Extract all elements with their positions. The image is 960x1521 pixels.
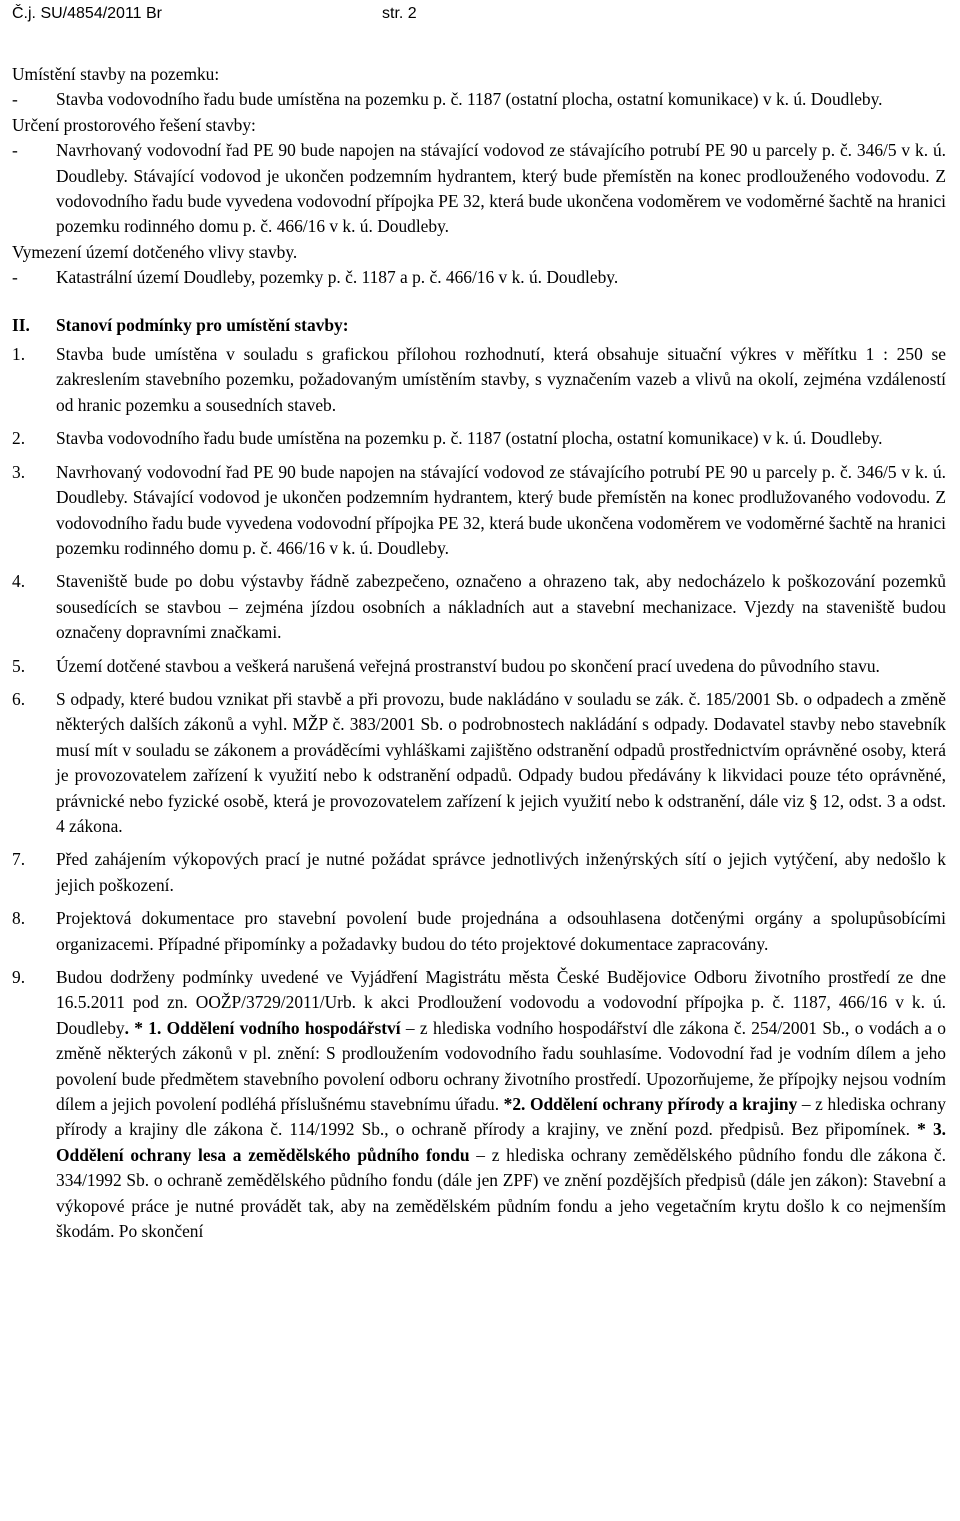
condition-number: 5.	[12, 655, 26, 676]
condition-item-8	[12, 906, 946, 957]
condition-number: 2.	[12, 428, 26, 449]
condition-text: Stavba bude umístěna v souladu s grafickou přílohou rozhodnutí, která obsahuje situační výkres v měřítku 1 : 250 se zakreslením stavebního pozemku, požadovaným umístěním stavby, s vyznačením vazeb a vlivů na okolí, zejména vzdáleností od hranic pozemku a sousedních staveb.	[56, 344, 946, 415]
condition-9-bold-3: * 3. Oddělení ochrany lesa a zemědělského půdního fondu	[56, 1119, 946, 1165]
condition-item-6	[12, 687, 946, 839]
condition-9-bold-2: *2. Oddělení ochrany přírody a krajiny	[503, 1094, 798, 1115]
condition-item-5	[12, 654, 946, 679]
document-body	[12, 62, 946, 1244]
condition-text: Projektová dokumentace pro stavební povolení bude projednána a odsouhlasena dotčenými orgány a spolupůsobícími organizacemi. Případné připomínky a požadavky budou do této projektové dokumentace zapracovány.	[56, 908, 946, 954]
area-heading: Vymezení území dotčeného vlivy stavby.	[12, 241, 298, 262]
condition-number: 3.	[12, 461, 26, 482]
list-item	[12, 265, 946, 290]
condition-9-part-2: – z hlediska vodního hospodářství dle zákona č. 254/2001 Sb., o vodách a o změně některých zákonů v pl. znění: S prodloužením vodovodního řadu souhlasíme. Vodovodní řad je vodním dílem a jeho povolení bude předmětem stavebního povolení odboru ochrany životního prostředí. Upozorňujeme, že přípojky nejsou vodním dílem a jejich povolení podléhá příslušnému stavebnímu úřadu.	[56, 1017, 947, 1115]
section-number: II.	[12, 314, 30, 335]
section-title: Stanoví podmínky pro umístění stavby:	[56, 314, 349, 335]
dash-marker: -	[12, 140, 18, 161]
condition-9-bold-1: . * 1. Oddělení vodního hospodářství	[124, 1017, 401, 1038]
list-item	[12, 138, 946, 240]
condition-number: 4.	[12, 571, 26, 592]
list-item	[12, 87, 946, 112]
condition-item-9	[12, 965, 946, 1244]
condition-number: 7.	[12, 849, 26, 870]
page-number: str. 2	[382, 5, 417, 22]
placement-text: Stavba vodovodního řadu bude umístěna na pozemku p. č. 1187 (ostatní plocha, ostatní komunikace) v k. ú. Doudleby.	[56, 89, 883, 110]
section-heading	[12, 313, 946, 338]
condition-number: 1.	[12, 344, 26, 365]
condition-text: Před zahájením výkopových prací je nutné požádat správce jednotlivých inženýrských sítí o jejich vytýčení, aby nedošlo k jejich poškození.	[56, 849, 946, 895]
condition-9-part-4: – z hlediska ochrany zemědělského půdního fondu dle zákona č. 334/1992 Sb. o ochraně zemědělského půdního fondu (dále jen ZPF) ve znění pozdějších předpisů (dále jen zákon): Stavební a výkopové práce je nutné provádět tak, aby na zemědělském půdním fondu a jeho vegetačním krytu došlo k co nejmenším škodám. Po skončení	[56, 1144, 946, 1242]
condition-text: Stavba vodovodního řadu bude umístěna na pozemku p. č. 1187 (ostatní plocha, ostatní komunikace) v k. ú. Doudleby.	[56, 428, 883, 449]
area-text: Katastrální území Doudleby, pozemky p. č. 1187 a p. č. 466/16 v k. ú. Doudleby.	[56, 267, 619, 288]
spatial-text: Navrhovaný vodovodní řad PE 90 bude napojen na stávající vodovod ze stávajícího potrubí PE 90 u parcely p. č. 346/5 v k. ú. Doudleby. Stávající vodovod je ukončen podzemním hydrantem, který bude přemístěn na konec prodlouženého vodovodu. Z vodovodního řadu bude vyvedena vodovodní přípojka PE 32, která bude ukončena vodoměrem ve vodoměrné šachtě na hranici pozemku rodinného domu p. č. 466/16 v k. ú. Doudleby.	[56, 140, 946, 237]
condition-text: S odpady, které budou vznikat při stavbě a při provozu, bude nakládáno v souladu se zák. č. 185/2001 Sb. o odpadech a změně některých dalších zákonů a vyhl. MŽP č. 383/2001 Sb. o podrobnostech nakládání s odpady. Dodavatel stavby nebo stavebník musí mít v souladu se zákonem a prováděcími vyhláškami zajištěno odstranění odpadů prostřednictvím oprávněné osoby, která je provozovatelem zařízení k využití nebo k odstranění odpadů. Odpady budou předávány k likvidaci pouze této oprávněné, právnické nebo fyzické osobě, která je provozovatelem zařízení k jejich využití nebo k odstranění, dále viz § 12, odst. 3 a odst. 4 zákona.	[56, 688, 946, 836]
condition-text	[56, 965, 946, 1244]
page-header	[12, 4, 946, 24]
condition-9-part-1: Budou dodrženy podmínky uvedené ve Vyjádření Magistrátu města České Budějovice Odboru životního prostředí ze dne 16.5.2011 pod zn. OOŽP/3729/2011/Urb. k akci Prodloužení vodovodu a vodovodní přípojka p. č. 1187, 466/16 v k. ú. Doudleby	[56, 967, 946, 1038]
condition-text: Navrhovaný vodovodní řad PE 90 bude napojen na stávající vodovod ze stávajícího potrubí PE 90 u parcely p. č. 346/5 v k. ú. Doudleby. Stávající vodovod je ukončen podzemním hydrantem, který bude přemístěn na konec prodlužovaného vodovodu. Z vodovodního řadu bude vyvedena vodovodní přípojka PE 32, která bude ukončena vodoměrem ve vodoměrné šachtě na hranici pozemku rodinného domu p. č. 466/16 v k. ú. Doudleby.	[56, 461, 946, 558]
dash-marker: -	[12, 89, 18, 110]
condition-item-7	[12, 847, 946, 898]
condition-text: Staveniště bude po dobu výstavby řádně zabezpečeno, označeno a ohrazeno tak, aby nedocházelo k poškozování pozemků sousedících se stavbou – zejména jízdou osobních a nákladních aut a stavební mechanizace. Vjezdy na staveniště budou označeny dopravními značkami.	[56, 571, 946, 643]
dash-marker: -	[12, 267, 18, 288]
spatial-heading: Určení prostorového řešení stavby:	[12, 114, 256, 135]
condition-item-1	[12, 342, 946, 418]
reference-number: Č.j. SU/4854/2011 Br	[12, 5, 163, 22]
condition-text: Území dotčené stavbou a veškerá narušená veřejná prostranství budou po skončení prací uvedena do původního stavu.	[56, 655, 880, 676]
condition-item-3	[12, 460, 946, 562]
condition-number: 8.	[12, 908, 26, 929]
placement-heading: Umístění stavby na pozemku:	[12, 64, 220, 84]
condition-9-part-3: – z hlediska ochrany přírody a krajiny dle zákona č. 114/1992 Sb., o ochraně přírody a krajiny, ve znění pozd. předpisů. Bez připomínek.	[56, 1094, 946, 1140]
condition-number: 9.	[12, 967, 26, 987]
condition-item-2	[12, 426, 946, 451]
document-page	[12, 4, 946, 1244]
condition-item-4	[12, 569, 946, 645]
condition-number: 6.	[12, 688, 26, 709]
